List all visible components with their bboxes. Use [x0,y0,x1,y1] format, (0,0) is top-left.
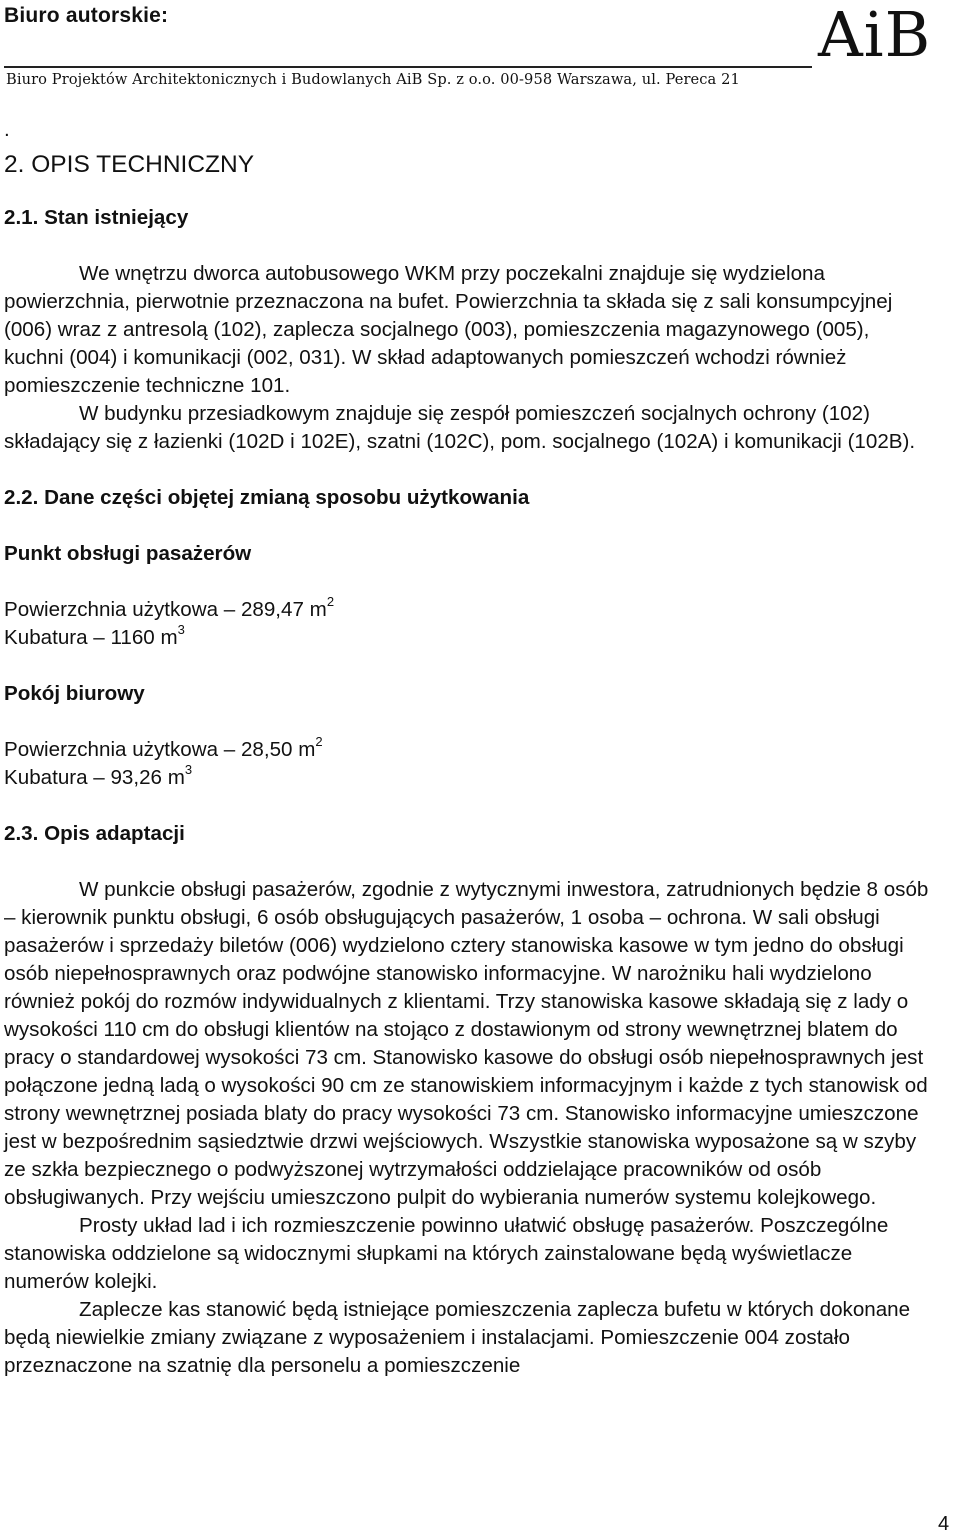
pokoj-area-line [4,736,934,764]
pokoj-volume-line [4,764,934,792]
pokoj-volume-text: Kubatura – 93,26 m [4,766,185,789]
pokoj-volume-exponent: 3 [184,762,193,778]
aib-logo: AiB [818,0,932,71]
punkt-volume-line [4,624,934,652]
subsection-title-punkt-obslugi: Punkt obsługi pasażerów [4,542,252,565]
section-title-opis-adaptacji: 2.3. Opis adaptacji [4,822,185,845]
section-title-opis-techniczny: 2. OPIS TECHNICZNY [4,151,255,178]
pokoj-area-text: Powierzchnia użytkowa – 28,50 m [4,738,316,761]
stray-dot: . [4,118,10,141]
section-title-dane-czesci: 2.2. Dane części objętej zmianą sposobu użytkowania [4,486,530,509]
pokoj-area-exponent: 2 [315,734,323,750]
section-title-stan-istniejacy: 2.1. Stan istniejący [4,206,189,229]
punkt-area-text: Powierzchnia użytkowa – 289,47 m [4,598,327,621]
office-label: Biuro autorskie: [4,4,169,27]
subsection-title-pokoj-biurowy: Pokój biurowy [4,682,145,705]
header-divider [4,66,812,68]
punkt-volume-text: Kubatura – 1160 m [4,626,178,649]
paragraph-adaptacja-1: W punkcie obsługi pasażerów, zgodnie z wytycznymi inwestora, zatrudnionych będzie 8 osób – kierownik punktu obsługi, 6 osób obsługujących pasażerów, 1 osoba – ochrona. W sali obsługi pasażerów i sprzedaży biletów (006) wydzielono cztery stanowiska kasowe w tym jedno do obsługi osób niepełnosprawnych oraz podwójne stanowisko informacyjne. W narożniku hali wydzielono również pokój do rozmów indywidualnych z klientami. Trzy stanowiska kasowe składają się z lady o wysokości 110 cm do obsługi klientów na stojąco z dostawionym od strony wewnętrznej blatem do pracy o standardowej wysokości 73 cm. Stanowisko kasowe do obsługi osób niepełnosprawnych jest połączone jedną ladą o wysokości 90 cm ze stanowiskiem informacyjnym i każde z tych stanowisk od strony wewnętrznej posiada blaty do pracy wysokości 73 cm. Stanowisko informacyjne umieszczone jest w bezpośrednim sąsiedztwie drzwi wejściowych. Wszystkie stanowiska wyposażone są w szyby ze szkła bezpiecznego o podwyższonej wytrzymałości oddzielające pracowników od osób obsługiwanych. Przy wejściu umieszczono pulpit do wybierania numerów systemu kolejkowego. [4,878,929,1209]
punkt-area-line [4,596,934,624]
punkt-area-exponent: 2 [326,594,335,610]
paragraph-stan-1: We wnętrzu dworca autobusowego WKM przy poczekalni znajduje się wydzielona powierzchnia, pierwotnie przeznaczona na bufet. Powierzchnia ta składa się z sali konsumpcyjnej (006) wraz z antresolą (102), zaplecza socjalnego (003), pomieszczenia magazynowego (005), kuchni (004) i komunikacji (002, 031). W skład adaptowanych pomieszczeń wchodzi również pomieszczenie techniczne 101. [4,262,893,397]
paragraph-stan-2: W budynku przesiadkowym znajduje się zespół pomieszczeń socjalnych ochrony (102) składający się z łazienki (102D i 102E), szatni (102C), pom. socjalnego (102A) i komunikacji (102B). [4,402,916,453]
punkt-volume-exponent: 3 [177,622,185,638]
document-body [4,120,934,1380]
paragraph-adaptacja-3: Zaplecze kas stanowić będą istniejące pomieszczenia zaplecza bufetu w których dokonane będą niewielkie zmiany związane z wyposażeniem i instalacjami. Pomieszczenie 004 zostało przeznaczone na szatnię dla personelu a pomieszczenie [4,1298,911,1377]
paragraph-adaptacja-2: Prosty układ lad i ich rozmieszczenie powinno ułatwić obsługę pasażerów. Poszczególne stanowiska oddzielone są widocznymi słupkami na których zainstalowane będą wyświetlacze numerów kolejki. [4,1214,889,1293]
page-number: 4 [938,1513,950,1535]
company-address-line: Biuro Projektów Architektonicznych i Budowlanych AiB Sp. z o.o. 00-958 Warszawa, ul. Pereca 21 [6,71,740,88]
